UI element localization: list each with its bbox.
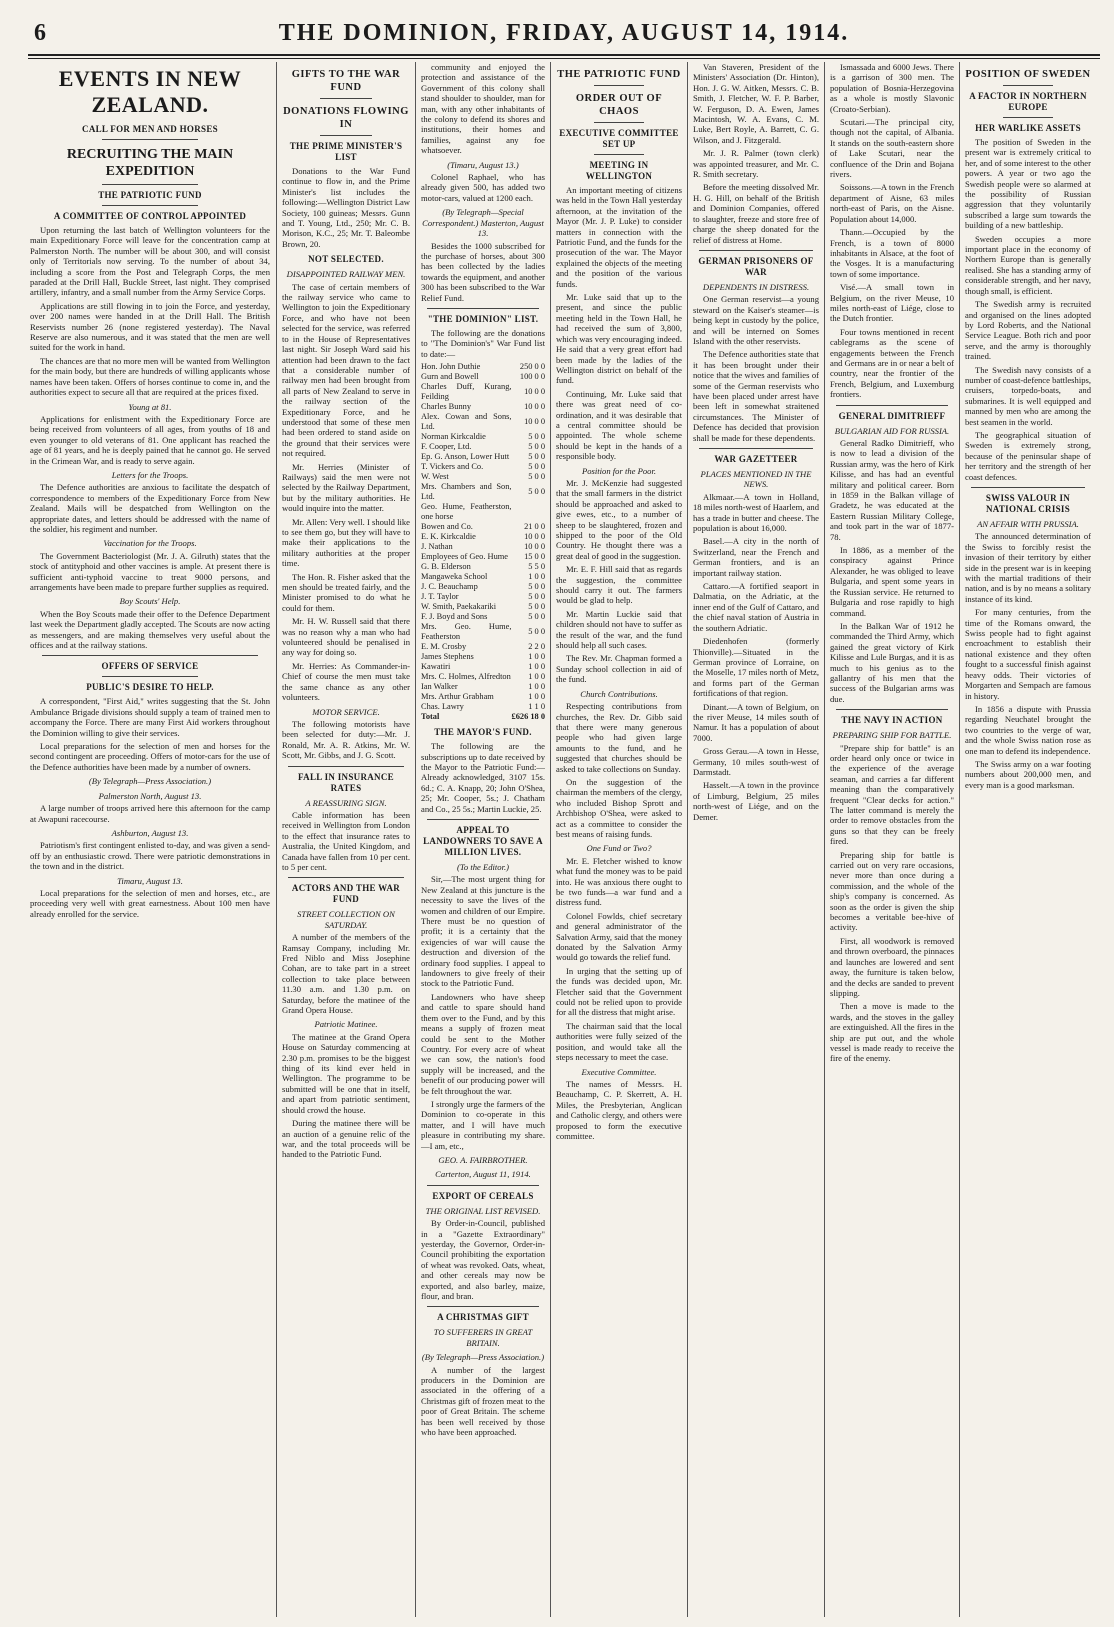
divider [836,709,948,710]
donor-amount: 10 0 0 [524,532,545,542]
donor-amount: 1 0 0 [528,692,545,702]
divider [320,98,371,99]
donor-row [421,652,545,662]
section-label: DEPENDENTS IN DISTRESS. [702,281,810,292]
section-label: Patriotic Matinee. [314,1019,378,1030]
section-label: Position for the Poor. [581,465,656,476]
divider [594,122,644,123]
page-number: 6 [34,20,46,46]
column-2 [282,62,410,1617]
paragraph: Thann.—Occupied by the French, is a town of 8000 inhabitants in Alsace, at the foot of the Vosges. It is a manufacturing town of some importance. [830,227,954,279]
donor-row [421,612,545,622]
paragraph: A number of the members of the Ramsay Company, including Mr. Fred Niblo and Miss Josephine Cohan, are to take part in a street collection to take place between 11.30 a.m. and 1.30 p.m. on Saturday, before the matinee of the Grand Opera House. [282,932,410,1016]
section-label: MOTOR SERVICE. [312,706,380,717]
donor-row [421,362,545,372]
donor-row [421,662,545,672]
paragraph: Sir,—The most urgent thing for New Zealand at this juncture is the necessity to save the lives of the women and children of our Empire. There must be no question of profit; it is a certainty that the exigencies of war will cause the destruction and diversion of the ordinary food supplies. I appeal to landowners to give freely of their stock to the Patriotic Fund. [421,874,545,989]
donor-name: J. C. Beauchamp [421,582,478,592]
subhead: RECRUITING THE MAIN EXPEDITION [66,147,234,179]
donor-amount: 5 0 0 [528,462,545,472]
donor-name: G. B. Elderson [421,562,471,572]
section-heading: SWISS VALOUR IN NATIONAL CRISIS [985,493,1071,514]
donor-name: Charles Duff, Kurang, Feilding [421,382,512,402]
donor-amount: 5 5 0 [528,562,545,572]
paragraph: A number of the largest producers in the Dominion are associated in the offering of a Christmas gift of frozen meat to the poor of Great Britain. The scheme has been well received by those who have been approached. [421,1364,545,1438]
paragraph: The names of Messrs. H. Beauchamp, C. P. Skerrett, A. H. Miles, the Presbyterian, Anglican and Catholic clergy, and others were proposed to form the executive committee. [556,1078,682,1141]
paragraph: By Order-in-Council, published in a "Gazette Extraordinary" yesterday, the Governor, Order-in-Council prohibiting the exportation of wheat was revoked. Oats, wheat, and other cereals may now be exported, and also barley, maize, flour, and bran. [421,1218,545,1302]
paragraph: Before the meeting dissolved Mr. H. G. Hill, on behalf of the British and Dominion Companies, offered to slaughter, freeze and store free of charge the sheep donated for the relief of distress at Home. [693,182,819,245]
section-label: (To the Editor.) [457,862,509,872]
paragraph: Mr. J. R. Palmer (town clerk) was appointed treasurer, and Mr. C. R. Smith secretary. [693,148,819,180]
paragraph: Mr. Allen: Very well. I should like to see them go, but they will have to make their applications to the military authorities at the proper time. [282,516,410,569]
paragraph: Colonel Fowlds, chief secretary and general administrator of the Salvation Army, said that the money donated by the Salvation Army would go towards the relief fund. [556,910,682,963]
paragraph: Donations to the War Fund continue to flow in, and the Prime Minister's list includes the following:—Wellington District Law Society, 100 guineas; Messrs. Gunn and T. Young, Ltd., 250; Mr. C. B. Morison, K.C., 25; Mr. T. Baleombe Brown, 20. [282,166,410,249]
section-heading: APPEAL TO LANDOWNERS TO SAVE A MILLION LIVES. [423,825,543,857]
paragraph: Cattaro.—A fortified seaport in Dalmatia, on the Adriatic, at the inner end of the Gulf of Cattaro, and the chief naval station of Austria in the southern Adriatic. [693,581,819,633]
donor-row [421,522,545,532]
paragraph: I strongly urge the farmers of the Dominion to co-operate in this matter, and I will have much pleasure in contributing my share.—I am, etc., [421,1098,545,1151]
donor-row [421,402,545,412]
divider [836,405,948,406]
donor-row [421,682,545,692]
signature: GEO. A. FAIRBROTHER. [438,1154,528,1165]
paragraph: One German reservist—a young steward on the Kaiser's steamer—is being kept in custody by the police, and will be interned on Somes Island with the other reservists. [693,294,819,346]
paragraph: Four towns mentioned in recent cablegrams as the scene of engagements between the French and Germans are in or near a belt of country, near the frontier of the French, Belgium, and Luxemburg frontiers. [830,326,954,400]
paragraph: The chances are that no more men will be wanted from Wellington for the main body, but there are hundreds of willing applicants whose names have been taken. Offers of horses continue to come in, and the authorities expect to secure all that are required at the prices fixed. [30,355,270,398]
donor-name: W. Smith, Paekakariki [421,602,497,612]
paragraph: Applications for enlistment with the Expeditionary Force are being received from volunteers of all ages, from youths of 18 and even younger to old veterans of 81. One applicant has reached the age of 81 years, and he is deeply pained that he cannot go. He served in the Crimean War, and is ready to serve again. [30,413,270,466]
donor-list [421,362,545,722]
dateline: (Timaru, August 13.) [447,159,519,170]
donor-amount: 10 0 0 [524,417,545,427]
paragraph: The case of certain members of the railway service who came to Wellington to join the Expeditionary Force, and who have not been selected for the service, was referred to in the House of Representatives last night. Sir Joseph Ward said his attention had been drawn to the fact that a considerable number of railway men had been brought from all parts of New Zealand to serve in the railway section of the Expeditionary Force, and he understood that some of these men had been ordered to stand aside on the ground that their services were not required. [282,281,410,459]
subhead: EXECUTIVE COMMITTEE SET UP [559,128,679,149]
donor-amount: 5 0 0 [528,627,545,637]
donor-amount [512,502,546,522]
section-label: DISAPPOINTED RAILWAY MEN. [286,269,406,280]
paragraph: A large number of troops arrived here this afternoon for the camp at Awapuni racecourse. [30,803,270,824]
dateline: Palmerston North, August 13. [98,790,202,801]
donor-name: Mrs. C. Holmes, Alfredton [421,672,511,682]
dateline: Timaru, August 13. [117,875,183,886]
paragraph: Visé.—A small town in Belgium, on the river Meuse, 10 miles north-east of Liége, close to the Dutch frontier. [830,282,954,324]
donor-name: J. T. Taylor [421,592,459,602]
column-rule [415,62,416,1617]
paragraph: In the Balkan War of 1912 he commanded the Third Army, which gained the great victory of Kirk Kilisse and Lule Burgas, and it is as much to his genius as to the gallantry of his men that the success of the Bulgarian arms was due. [830,620,954,704]
donor-row [421,642,545,652]
section-label: Vaccination for the Troops. [103,538,197,549]
donor-amount: 1 0 0 [528,572,545,582]
subhead: MEETING IN WELLINGTON [585,160,653,181]
divider [1003,85,1053,86]
divider [699,448,812,449]
paragraph: "Prepare ship for battle" is an order heard only once or twice in the experience of the average seaman, and carries a far different meaning than the comparatively frequent "Clear decks for action." The latter command is merely the order to remove obstacles from the guns so that they can be freely fired. [830,742,954,847]
section-heading: FALL IN INSURANCE RATES [298,771,394,793]
divider [102,184,198,185]
paragraph: Mr. J. McKenzie had suggested that the small farmers in the district should be approached and asked to give ewes, etc., to a number of sheep to be slaughtered, frozen and shipped to the poor of the Old Country. He thought there was a great deal of good in the suggestion. [556,477,682,561]
divider [427,1306,539,1307]
paragraph: The following motorists have been selected for duty:—Mr. J. Ronald, Mr. A. R. Atkins, Mr. W. Scott, Mr. Gibbs, and J. G. Scott. [282,718,410,761]
paragraph: Mr. Herries (Minister of Railways) said the men were not selected by the Railway Department, but by the military authorities. He would inquire into the matter. [282,461,410,514]
donor-amount: 5 0 0 [528,472,545,482]
donor-name: J. Nathan [421,542,453,552]
paragraph: Diedenhofen (formerly Thionville).—Situated in the German province of Lorraine, on the Moselle, 17 miles north of Metz, and forms part of the German fortifications of that region. [693,636,819,699]
donor-amount: 1 0 0 [528,652,545,662]
paragraph: Basel.—A city in the north of Switzerland, near the French and German frontiers, and is an important railway station. [693,536,819,578]
section-label: One Fund or Two? [586,843,652,854]
donor-amount: 10 0 0 [524,387,545,397]
paragraph: Mr. E. F. Hill said that as regards the suggestion, the committee should carry it out. The farmers would be glad to help. [556,564,682,606]
divider [971,487,1084,488]
dateline: Carterton, August 11, 1914. [435,1169,531,1180]
paragraph: Mr. Martin Luckie said that children should not have to suffer as the result of the war, and the fund should help all such cases. [556,608,682,651]
paragraph: Continuing, Mr. Luke said that there was great need of co-ordination, and it was desirable that a central committee should be appointed. The whole scheme should be kept in the hands of a responsible body. [556,388,682,462]
column-rule [687,62,688,1617]
section-heading: OFFERS OF SERVICE [101,661,199,672]
section-heading: EXPORT OF CEREALS [432,1190,534,1201]
section-heading: WAR GAZETTEER [714,454,798,464]
section-heading: A CHRISTMAS GIFT [437,1312,529,1323]
donor-amount: 5 0 0 [528,602,545,612]
paragraph: The Swedish army is recruited and organised on the lines adopted by Lord Roberts, and the National Service League. Both rich and poor serve, and the army is thoroughly trained. [965,299,1091,362]
donor-row [421,692,545,702]
donor-amount: 5 0 0 [528,452,545,462]
donor-amount: 2 2 0 [528,642,545,652]
divider [102,205,198,206]
donor-row [421,542,545,552]
subhead: CALL FOR MEN AND HORSES [82,124,218,134]
donor-amount: 15 0 0 [524,552,545,562]
paragraph: Sweden occupies a more important place in the economy of Northern Europe than is generally realised. She has a standing army of considerable strength, and her navy, though small, is efficient. [965,233,1091,296]
divider [699,250,812,251]
section-heading: THE NAVY IN ACTION [841,715,943,726]
subhead: HER WARLIKE ASSETS [975,123,1081,133]
donor-row [421,372,545,382]
section-label: A REASSURING SIGN. [305,797,387,808]
paragraph: Mr. Luke said that up to the present, and since the public meeting held in the Town Hall, he had received the sum of 3,800, which was very encouraging indeed. He said that a very great effort had been made by the ladies of the Wellington district on behalf of the fund. [556,292,682,386]
divider [320,135,371,136]
paragraph: A correspondent, "First Aid," writes suggesting that the St. John Ambulance Brigade divisions should supply a team of trained men to accompany the Force. There are many First Aid workers throughout the Dominion willing to give their services. [30,696,270,738]
paragraph: When the Boy Scouts made their offer to the Defence Department last week the Department gladly accepted. The Scouts are now acting as messengers, and are making themselves very useful about the offices and at the railway stations. [30,608,270,651]
section-heading: "THE DOMINION" LIST. [427,313,539,324]
donor-row [421,702,545,712]
masthead [28,14,1100,56]
donor-name: E. M. Crosby [421,642,467,652]
paragraph: Besides the 1000 subscribed for the purchase of horses, about 300 has been collected by the ladies towards the equipment, and another 300 has been subscribed to the War Relief Fund. [421,240,545,303]
subhead: ORDER OUT OF CHAOS [575,93,663,117]
paragraph: The Swiss army on a war footing numbers about 200,000 men, and every man is a good marksman. [965,758,1091,790]
donor-name: Kawatiri [421,662,451,672]
subhead: THE PRIME MINISTER'S LIST [289,141,403,162]
column-1 [30,62,270,1617]
section-label: TO SUFFERERS IN GREAT BRITAIN. [433,1327,533,1348]
section-label: (By Telegraph—Press Association.) [421,1352,545,1363]
donor-row [421,562,545,572]
section-label: PLACES MENTIONED IN THE NEWS. [700,469,812,490]
donor-name: Chas. Lawry [421,702,464,712]
donor-name: F. J. Boyd and Sons [421,612,488,622]
paragraph: Mr. Herries: As Commander-in-Chief of course the men must take the same chance as any other volunteers. [282,660,410,703]
divider [427,1185,539,1186]
section-label: THE ORIGINAL LIST REVISED. [425,1205,541,1216]
paragraph: In 1886, as a member of the conspiracy against Prince Alexander, he was obliged to leave Bulgaria, and spent some years in the Russian service. He returned to Bulgaria and rose rapidly to high command. [830,545,954,618]
paragraph: The Swedish navy consists of a number of coast-defence battleships, cruisers, torpedo-boats, and submarines. It is well equipped and manned by men who are among the best seamen in the world. [965,364,1091,427]
donor-amount: 5 0 0 [528,582,545,592]
paragraph: General Radko Dimitrieff, who is now to lead a division of the Russian army, was the hero of Kirk Kilisse, and has had an eventful military and political career. Born in 1859 in the Balkan village of Gradetz, he was educated at the Eastern Russian Military College, and took part in the war of 1877-78. [830,438,954,542]
headline-gifts: GIFTS TO THE WAR FUND [291,69,401,93]
subhead: THE PATRIOTIC FUND [98,190,202,200]
donor-name: F. Cooper, Ltd. [421,442,472,452]
paragraph: The geographical situation of Sweden is extremely strong, because of the peninsular shape of her territory and the strength of her coast defences. [965,429,1091,482]
subhead: A COMMITTEE OF CONTROL APPOINTED [53,211,247,221]
donor-amount: 5 0 0 [528,612,545,622]
paragraph: Cable information has been received in Wellington from London to the effect that insurance rates to Australia, the United Kingdom, and Canada have fallen from 10 per cent. to 5 per cent. [282,809,410,872]
paragraph: The Defence authorities are anxious to facilitate the despatch of correspondence to members of the Expeditionary Force from New Zealand. Mails will be despatched from Wellington on the appropriate dates, and letters should be addressed with the name of the soldier, his regiment and number. [30,482,270,534]
divider [42,655,258,656]
paragraph: Alkmaar.—A town in Holland, 18 miles north-west of Haarlem, and has a trade in butter and cheese. The population is about 16,000. [693,491,819,534]
donor-name: Mrs. Arthur Grabham [421,692,494,702]
section-heading: GENERAL DIMITRIEFF [838,410,946,421]
total-label: Total [421,712,440,722]
divider [427,819,539,820]
donor-row [421,572,545,582]
paragraph: Van Staveren, President of the Ministers' Association (Dr. Hinton), Hon. J. G. W. Aitken, Messrs. C. B. Smith, J. Fletcher, W. F. P. Barber, W. Ferguson, D. A. Ewen, James Macintosh, W. A. Evans, C. M. Luke, Bert Royle, A. Barrett, C. G. Wilson, and J. Fitzgerald. [693,62,819,145]
section-label: PREPARING SHIP FOR BATTLE. [832,730,952,741]
divider [594,85,644,86]
paragraph: An important meeting of citizens was held in the Town Hall yesterday afternoon, at the invitation of the Mayor (Mr. J. P. Luke) to consider matters in connection with the Patriotic Fund, and the funds for the prosecution of the war. The Mayor explained the objects of the meeting and the position of the various funds. [556,185,682,289]
section-label: Young at 81. [128,401,172,412]
donor-name: James Stephens [421,652,474,662]
paragraph: Upon returning the last batch of Wellington volunteers for the main Expeditionary Force will leave for the concentration camp at Palmerston North. The number will be about 300, and will consist only of Territorials now serving. To the number of about 34, including a score from the Post and Telegraph Corps, the men paraded at the Drill Hall, Buckle Street, last night. They comprised artillery, infantry, and a small number from the Army Service Corps. [30,225,270,298]
column-5 [693,62,819,1617]
donor-amount: 5 0 0 [528,592,545,602]
subhead: A FACTOR IN NORTHERN EUROPE [969,91,1087,112]
paragraph: Patriotism's first contingent enlisted to-day, and was given a send-off by an enthusiastic crowd. There were patriotic demonstrations in the town and in the district. [30,840,270,872]
donor-row [421,502,545,522]
donor-amount: 1 0 0 [528,662,545,672]
paragraph: Landowners who have sheep and cattle to spare should hand them over to the Fund, and by this means a supply of frozen meat could be sent to the Mother Country. For every acre of wheat we can sow, the nation's food supply will be increased, and the benefit of our producing power will be felt throughout the war. [421,991,545,1096]
headline-sweden: POSITION OF SWEDEN [965,69,1091,80]
donor-amount: 1 0 0 [528,672,545,682]
donor-amount: 1 1 0 [528,702,545,712]
donor-name: Mangaweka School [421,572,488,582]
paragraph: Gross Gerau.—A town in Hesse, Germany, 10 miles south-west of Darmstadt. [693,746,819,777]
donor-row [421,532,545,542]
total-amount: £626 18 0 [511,712,545,722]
donor-row [421,432,545,442]
paragraph: Local preparations for the selection of men and horses, etc., are proceeding very well with great earnestness. About 100 men have already enrolled for the service. [30,887,270,919]
donor-amount: 5 0 0 [528,442,545,452]
divider [1003,117,1053,118]
column-rule [959,62,960,1617]
paragraph: The following are the subscriptions up to date received by the Mayor to the Patriotic Fund:—Already acknowledged, 3107 15s. 6d.; C. A. Knapp, 20; John O'Shea, 25; Mr. Cooper, 5s.; J. Chatham and Co., 25 5s.; Martin Luckie, 25. [421,741,545,814]
donor-row [421,452,545,462]
donor-name: Ep. G. Anson, Lower Hutt [421,452,510,462]
donor-row [421,482,545,502]
divider [594,154,644,155]
donor-amount: 100 0 0 [519,372,545,382]
section-heading: NOT SELECTED. [308,254,384,265]
donor-name: Alex. Cowan and Sons, Ltd. [421,412,512,432]
section-label: Letters for the Troops. [111,469,189,480]
paragraph: Respecting contributions from churches, the Rev. Dr. Gibb said that there were many generous people who had given large amounts to the fund, and he suggested that churches should be asked to take collections on Sunday. [556,701,682,774]
donor-name: Norman Kirkcaldie [421,432,486,442]
paragraph: Soissons.—A town in the French department of Aisne, 63 miles north-east of Paris, on the Aisne. Population about 14,000. [830,182,954,224]
donor-row [421,672,545,682]
column-3 [421,62,545,1617]
donor-row [421,602,545,612]
column-6 [830,62,954,1617]
column-7 [965,62,1091,1617]
donor-name: Hon. John Duthie [421,362,481,372]
paragraph: Mr. H. W. Russell said that there was no reason why a man who had volunteered should be penalised in any way for doing so. [282,616,410,658]
paragraph: Applications are still flowing in to join the Force, and yesterday, over 200 names were handed in at the Drill Hall. The British Reservists number 26 (none registered yesterday). The Naval Reserve are also numerous, and it was stated that the men are well suited for the work in hand. [30,300,270,353]
paragraph: Local preparations for the selection of men and horses for the second contingent are proceeding. Offers of motor-cars for the use of the Defence authorities have been made by a number of owners. [30,741,270,772]
divider [288,766,403,767]
paragraph: The Government Bacteriologist (Mr. J. A. Gilruth) states that the stock of antityphoid and other vaccines is ample. At present there is sufficient anti-typhoid vaccine to treat 9000 persons, and arrangements have been made to prepare further supplies as required. [30,550,270,592]
donor-name: Employees of Geo. Hume [421,552,508,562]
donor-name: Mrs. Geo. Hume, Featherston [421,622,512,642]
headline-patriotic-fund: THE PATRIOTIC FUND [557,69,681,80]
paragraph: On the suggestion of the chairman the members of the clergy, who included Bishop Sprott and Archbishop O'Shea, were asked to act as a committee to consider the best means of raising funds. [556,776,682,839]
paragraph: Preparing ship for battle is carried out on very rare occasions, never more than once during a commission, and the whole of the ship's company is concerned. As soon as the order is given the ship becomes a veritable bee-hive of activity. [830,849,954,933]
donor-row [421,592,545,602]
section-heading: GERMAN PRISONERS OF WAR [698,255,814,277]
paragraph: The matinee at the Grand Opera House on Saturday commencing at 2.30 p.m. promises to be the biggest thing of its kind ever held in Wellington. The programme to be submitted will be one that in itself, and apart from patriotic sentiment, should crowd the house. [282,1031,410,1115]
section-label: Church Contributions. [580,688,658,699]
donor-name: Bowen and Co. [421,522,473,532]
divider [102,139,198,140]
donor-amount: 250 0 0 [519,362,545,372]
paragraph: The following are the donations to "The Dominion's" War Fund list to date:— [421,327,545,359]
paragraph: Hasselt.—A town in the province of Limburg, Belgium, 25 miles north-west of Liége, and on the Demer. [693,780,819,822]
column-4 [556,62,682,1617]
paragraph: Dinant.—A town of Belgium, on the river Meuse, 14 miles south of Namur. It has a population of about 7000. [693,701,819,743]
newspaper-title: THE DOMINION, FRIDAY, AUGUST 14, 1914. [278,20,850,46]
paragraph: Then a move is made to the wards, and the stoves in the galley are extinguished. All the fires in the ship are put out, and the whole vessel is made ready to receive the fire of the enemy. [830,1001,954,1064]
divider [427,308,539,309]
paragraph: The Hon. R. Fisher asked that the men should be treated fairly, and the Minister promised to do what he could for them. [282,571,410,613]
donor-name: Ian Walker [421,682,458,692]
paragraph: In 1856 a dispute with Prussia regarding Neuchatel brought the two countries to the verge of war, and the whole Swiss nation rose as one man to defend its independence. [965,703,1091,756]
paragraph: The chairman said that the local authorities were fully seized of the position, and would take all the steps necessary to meet the case. [556,1020,682,1063]
donor-amount: 10 0 0 [524,542,545,552]
paragraph: Mr. E. Fletcher wished to know what fund the money was to be paid into. He was anxious there ought to be two funds—a war fund and a distress fund. [556,855,682,908]
donor-name: Charles Bunny [421,402,472,412]
section-label: Executive Committee. [581,1066,657,1077]
donor-row [421,472,545,482]
paragraph: community and enjoyed the protection and assistance of the Government of this colony shall stand shoulder to shoulder, man for man, with any other inhabitants of the colony to defend its shores and institutions, their homes and families, against any foe whatsoever. [421,62,545,156]
section-label: BULGARIAN AID FOR RUSSIA. [834,425,950,436]
section-label: AN AFFAIR WITH PRUSSIA. [977,519,1079,529]
paragraph: Colonel Raphael, who has already given 500, has added two motor-cars, valued at 1200 each. [421,172,545,203]
section-heading: THE MAYOR'S FUND. [434,727,532,738]
section-heading: ACTORS AND THE WAR FUND [291,883,401,905]
dateline: (By Telegraph—Special Correspondent.) Masterton, August 13. [422,207,544,239]
paragraph: The Defence authorities state that it has been brought under their notice that the wives and families of some of the German reservists who have been placed under arrest have been left in somewhat straitened circumstances. The Minister of Defence has decided that provision shall be made for these dependents. [693,349,819,443]
donor-total-row [421,712,545,722]
divider [102,676,198,677]
paragraph: During the matinee there will be an auction of a genuine relic of the war, and the total proceeds will be handed to the Patriotic Fund. [282,1118,410,1160]
donor-amount: 1 0 0 [528,682,545,692]
divider [288,877,403,878]
masthead-rule [28,58,1100,59]
paragraph: Scutari.—The principal city, though not the capital, of Albania. It stands on the south-eastern shore of Lake Scutari, near the confluence of the Drin and Bojana rivers. [830,117,954,180]
column-rule [550,62,551,1617]
paragraph: First, all woodwork is removed and thrown overboard, the pinnaces and launches are lowered and sent away, the furniture is taken below, and the decks are sanded to prevent slipping. [830,935,954,998]
subhead: DONATIONS FLOWING IN [283,106,409,130]
paragraph: The announced determination of the Swiss to forcibly resist the invasion of their territory by either side in the present war is in keeping with the martial traditions of their nation, and is by no means a solitary instance of its kind. [965,531,1091,604]
donor-name: E. K. Kirkcaldie [421,532,476,542]
section-label: (By Telegraph—Press Association.) [88,776,212,787]
paragraph: The position of Sweden in the present war is extremely critical to her, and of some interest to the other powers. A year or two ago the Swedish people were so alarmed at the possibility of Russian aggression that they voluntarily subscribed a large sum towards the building of a new battleship. [965,137,1091,231]
donor-row [421,552,545,562]
donor-name: T. Vickers and Co. [421,462,484,472]
paragraph: For many centuries, from the time of the Romans onward, the Swiss people had to fight against encroachment to establish their national existence and they often fought to a successful finish against heavy odds. Their victories of Morgarten and Sempach are famous in history. [965,607,1091,701]
donor-amount: 5 0 0 [528,487,545,497]
donor-amount: 10 0 0 [524,402,545,412]
section-label: Boy Scouts' Help. [119,596,181,607]
donor-name: Gurn and Bowell [421,372,479,382]
section-label: STREET COLLECTION ON SATURDAY. [297,909,395,930]
donor-row [421,462,545,472]
donor-amount: 21 0 0 [524,522,545,532]
donor-name: W. West [421,472,449,482]
donor-amount: 5 0 0 [528,432,545,442]
section-heading: PUBLIC'S DESIRE TO HELP. [86,682,214,693]
paragraph: Ismassada and 6000 Jews. There is a garrison of 300 men. The population of Bosnia-Herzegovina as a whole is mostly Slavonic (Croato-Serbian). [830,62,954,114]
donor-name: Mrs. Chambers and Son, Ltd. [421,482,512,502]
donor-name: Geo. Hume, Featherston, one horse [421,502,512,522]
paragraph: In urging that the setting up of the funds was decided upon, Mr. Fletcher said that the Government could not be relied upon to provide for all the distress that might arise. [556,965,682,1018]
column-rule [276,62,277,1617]
headline-events-nz: EVENTS IN NEW ZEALAND. [58,66,242,117]
donor-row [421,582,545,592]
donor-row [421,442,545,452]
donor-row [421,412,545,432]
paragraph: The Rev. Mr. Chapman formed a Sunday school collection in aid of the fund. [556,653,682,685]
dateline: Ashburton, August 13. [111,827,189,838]
donor-row [421,622,545,642]
donor-row [421,382,545,402]
column-rule [824,62,825,1617]
